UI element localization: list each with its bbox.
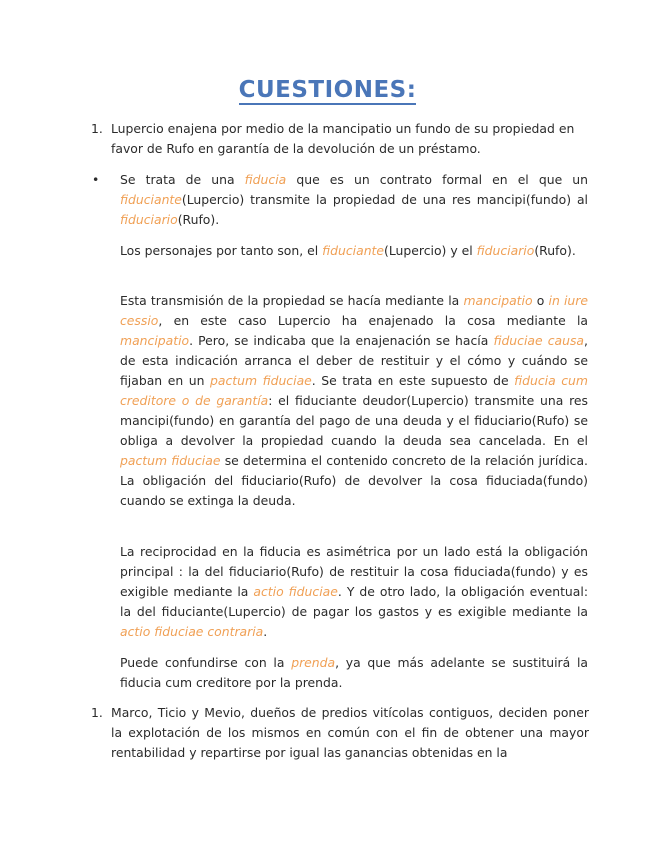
text-run: (Rufo). bbox=[534, 243, 576, 258]
text-run: . bbox=[263, 624, 268, 639]
term-fiduciante: fiduciante bbox=[120, 192, 182, 207]
question-1-text: Lupercio enajena por medio de la mancipatio un fundo de su propiedad en favor de Rufo en garantía de la devolución de un préstamo. bbox=[111, 121, 575, 156]
text-run: que es un contrato formal en el que un bbox=[286, 172, 588, 187]
term-actio-fiduciae: actio fiduciae bbox=[253, 584, 338, 599]
answer-paragraph-1 bbox=[92, 170, 588, 230]
text-run: . Y de otro lado, la obligación eventual: la del fiduciante(Lupercio) de pagar los gastos y es exigible mediante la bbox=[120, 584, 588, 619]
term-actio-fiduciae-contraria: actio fiduciae contraria bbox=[120, 624, 264, 639]
text-run: se determina el contenido concreto de la relación jurídica. La obligación del fiduciario(Rufo) de devolver la cosa fiduciada(fundo) cuando se extinga la deuda. bbox=[120, 453, 588, 508]
page-title-text: CUESTIONES: bbox=[238, 77, 417, 103]
question-2-text: Marco, Ticio y Mevio, dueños de predios vitícolas contiguos, deciden poner la explotación de los mismos en común con el fin de obtener una mayor rentabilidad y repartirse por igual las ganancias obtenidas en la bbox=[111, 705, 589, 760]
text-run: : el fiduciante deudor(Lupercio) transmite una res mancipi(fundo) en garantía del pago de una deuda y el fiduciario(Rufo) se obliga a devolver la propiedad cuando la deuda sea cancelada. En el bbox=[120, 393, 588, 448]
text-run: (Lupercio) y el bbox=[384, 243, 477, 258]
term-prenda: prenda bbox=[291, 655, 336, 670]
text-run: Puede confundirse con la bbox=[120, 655, 292, 670]
answer-paragraph-5-text bbox=[120, 653, 588, 693]
text-run: , de esta indicación arranca el deber de restituir y el cómo y cuándo se fijaban en un bbox=[120, 333, 588, 388]
text-run: (Rufo). bbox=[177, 212, 220, 227]
answer-paragraph-5 bbox=[120, 653, 588, 693]
text-run: , ya que más adelante se sustituirá la fiducia cum creditore por la prenda. bbox=[120, 655, 588, 690]
text-run: La reciprocidad en la fiducia es asimétrica por un lado está la obligación principal : la del fiduciario(Rufo) de restituir la cosa fiduciada(fundo) y es exigible mediante la bbox=[120, 544, 588, 599]
answer-paragraph-4 bbox=[120, 542, 588, 642]
term-fiduciario: fiduciario bbox=[120, 212, 178, 227]
question-1-number: 1. bbox=[91, 121, 103, 136]
text-run: Se trata de una bbox=[120, 172, 245, 187]
question-2-number: 1. bbox=[91, 705, 103, 720]
term-pactum-fiduciae: pactum fiduciae bbox=[209, 373, 312, 388]
term-fiducia-cum-creditore: fiducia cum creditore o de garantía bbox=[120, 373, 588, 408]
text-run: Esta transmisión de la propiedad se hacía mediante la bbox=[120, 293, 464, 308]
text-run: (Lupercio) transmite la propiedad de una res mancipi(fundo) al bbox=[181, 192, 588, 207]
answer-paragraph-2-text bbox=[120, 241, 588, 261]
term-mancipatio: mancipatio bbox=[120, 333, 190, 348]
term-fiduciario: fiduciario bbox=[476, 243, 535, 258]
question-1 bbox=[91, 119, 589, 159]
text-run: o bbox=[532, 293, 549, 308]
term-in-iure-cessio: in iure cessio bbox=[120, 293, 589, 328]
text-run: . Se trata en este supuesto de bbox=[311, 373, 515, 388]
answer-paragraph-4-text bbox=[120, 542, 588, 642]
term-fiducia: fiducia bbox=[244, 172, 287, 187]
answer-paragraph-3-text bbox=[120, 291, 588, 511]
text-run: . Pero, se indicaba que la enajenación se hacía bbox=[189, 333, 494, 348]
answer-paragraph-2 bbox=[120, 241, 588, 261]
bullet-icon: • bbox=[92, 172, 100, 187]
text-run: Los personajes por tanto son, el bbox=[120, 243, 323, 258]
text-run: , en este caso Lupercio ha enajenado la cosa mediante la bbox=[158, 313, 588, 328]
term-mancipatio: mancipatio bbox=[463, 293, 533, 308]
term-fiduciae-causa: fiduciae causa bbox=[493, 333, 585, 348]
question-2 bbox=[91, 703, 589, 763]
term-fiduciante: fiduciante bbox=[322, 243, 385, 258]
answer-paragraph-3 bbox=[120, 291, 588, 511]
answer-paragraph-1-text bbox=[120, 170, 588, 230]
page-title bbox=[0, 74, 655, 106]
term-pactum-fiduciae: pactum fiduciae bbox=[120, 453, 221, 468]
